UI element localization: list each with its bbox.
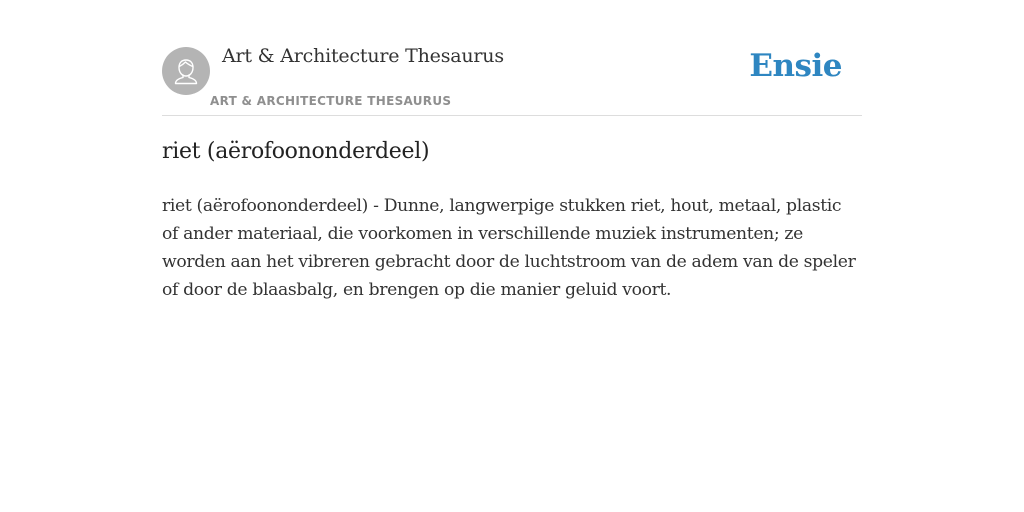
source-name[interactable]: Art & Architecture Thesaurus bbox=[222, 45, 504, 67]
brand-logo[interactable]: Ensie bbox=[749, 48, 842, 84]
content-container bbox=[162, 0, 862, 300]
header bbox=[162, 0, 862, 116]
entry-title: riet (aërofoononderdeel) bbox=[162, 139, 430, 164]
entry-definition: riet (aërofoononderdeel) - Dunne, langwerpige stukken riet, hout, metaal, plastic of ander materiaal, die voorkomen in verschillende muziek instrumenten; ze worden aan het vibreren gebracht door de luchtstroom van de adem van de speler of door de blaasbalg, en brengen op die manier geluid voort. bbox=[162, 196, 856, 300]
source-label[interactable]: ART & ARCHITECTURE THESAURUS bbox=[210, 94, 452, 108]
user-avatar-icon bbox=[162, 47, 210, 95]
source-avatar[interactable] bbox=[162, 47, 210, 95]
